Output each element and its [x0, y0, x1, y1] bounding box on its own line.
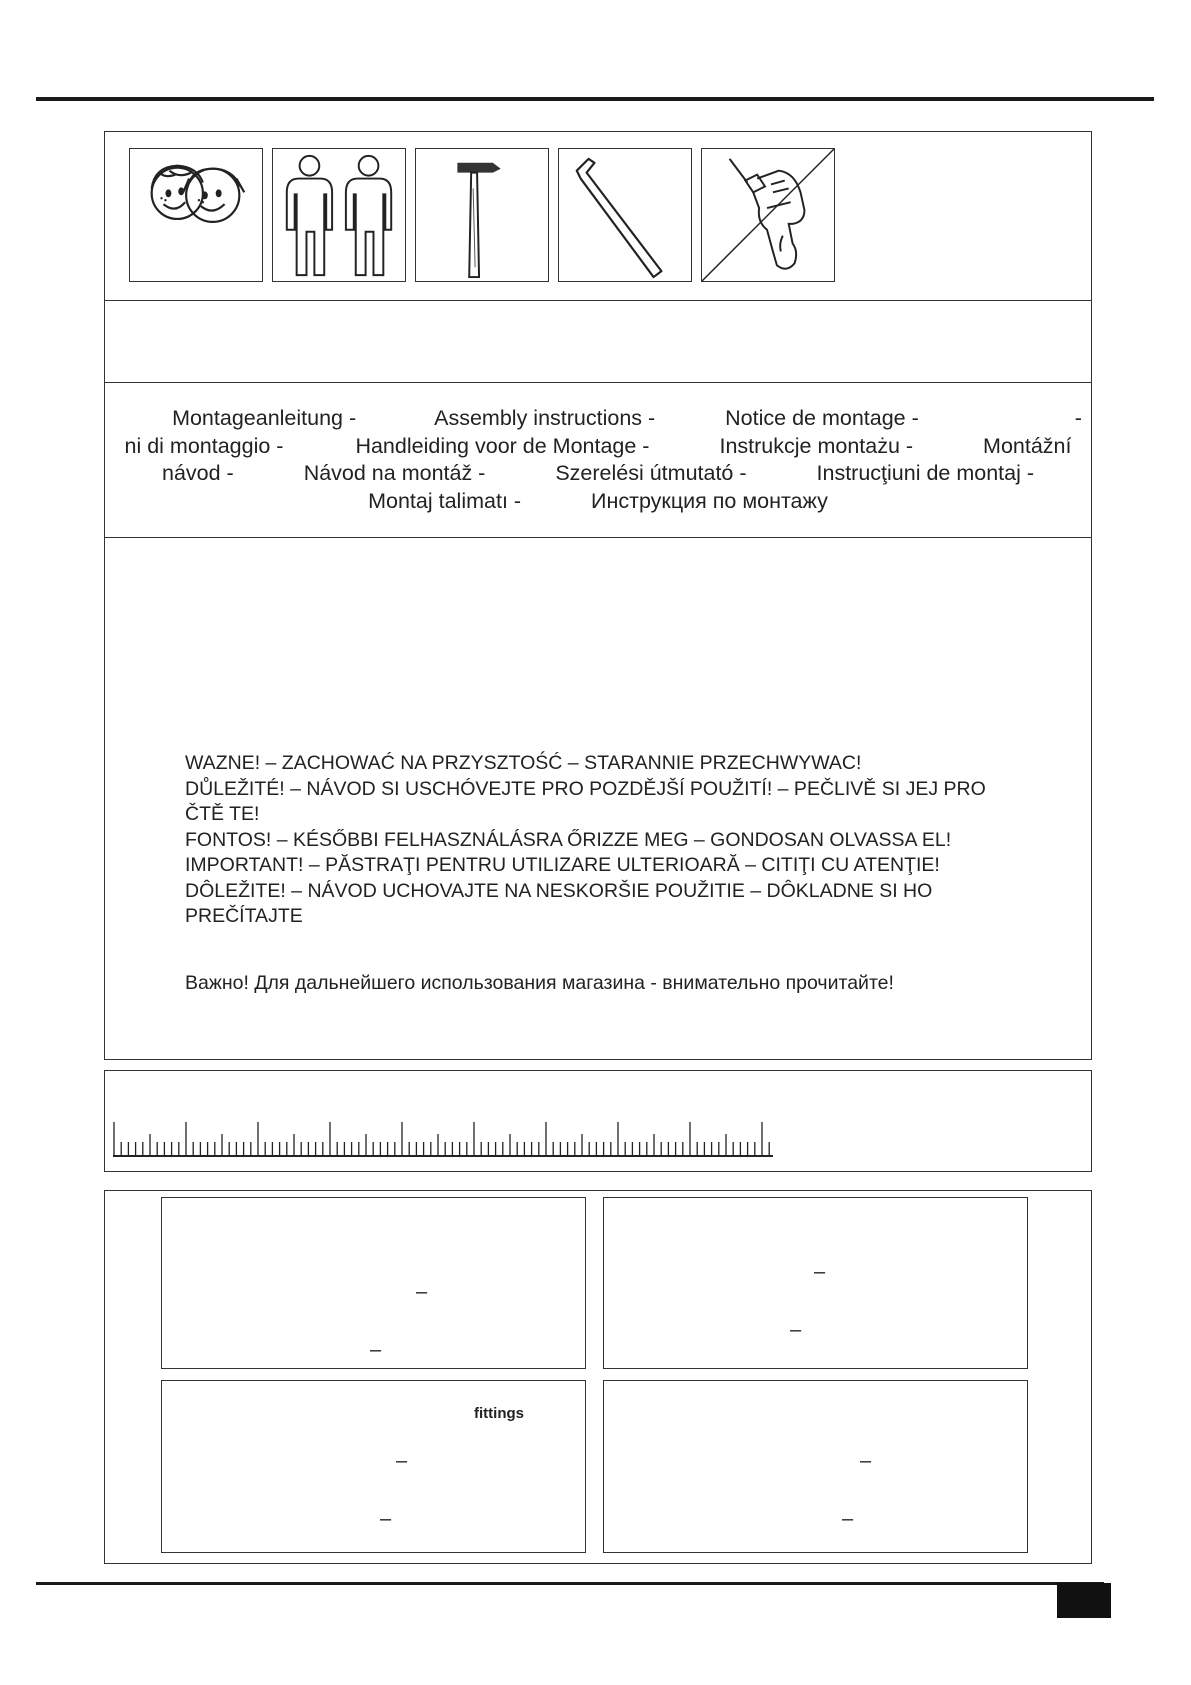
warning-line: DÔLEŽITE! – NÁVOD UCHOVAJTE NA NESKORŠIE POUŽITIE – DÔKLADNE SI HO [185, 879, 933, 902]
two-people-icon [272, 148, 406, 282]
lang-item: Návod na montáž - [303, 461, 486, 485]
dash-mark: – [416, 1281, 428, 1303]
allen-key-icon [558, 148, 692, 282]
lang-item: Notice de montage - [725, 406, 919, 430]
warning-line: DŮLEŽITÉ! – NÁVOD SI USCHÓVEJTE PRO POZDĚJŠÍ POUŽITÍ! – PEČLIVĚ SI JEJ PRO [185, 777, 986, 800]
lang-item: Montageanleitung - [172, 406, 357, 430]
page-number-box [1057, 1583, 1111, 1618]
icons-panel [104, 131, 1092, 301]
dash-mark: – [396, 1450, 408, 1472]
languages-text [113, 405, 1083, 515]
dash-mark: – [860, 1450, 872, 1472]
lang-item: Montaj talimatı - [368, 488, 522, 513]
lang-item: Инструкция по монтажу [591, 488, 828, 513]
lang-item: - [1074, 406, 1082, 430]
dash-mark: – [842, 1508, 854, 1530]
warning-line: ČTĚ TE! [185, 803, 260, 825]
warning-russian: Важно! Для дальнейшего использования магазина - внимательно прочитайте! [185, 972, 894, 994]
lang-item: Assembly instructions - [434, 406, 656, 430]
warnings-panel [104, 537, 1092, 1060]
quadrant-bottom-right [603, 1380, 1028, 1553]
dash-mark: – [790, 1319, 802, 1341]
fittings-label: fittings [474, 1405, 524, 1422]
warning-line: PREČÍTAJTE [185, 905, 303, 927]
quadrant-top-left [161, 1197, 586, 1369]
children-faces-icon [129, 148, 263, 282]
lang-item: návod - [161, 461, 234, 485]
no-drill-icon [701, 148, 835, 282]
lang-item: Montážní [983, 433, 1072, 458]
warning-lines [185, 751, 1065, 930]
ruler-panel [104, 1070, 1092, 1172]
lang-item: Handleiding voor de Montage - [355, 433, 650, 458]
dash-mark: – [814, 1261, 826, 1283]
dash-mark: – [370, 1339, 382, 1361]
footer-rule [36, 1582, 1104, 1585]
warning-line: IMPORTANT! – PĂSTRAŢI PENTRU UTILIZARE ULTERIOARĂ – CITIŢI CU ATENŢIE! [185, 854, 940, 876]
languages-panel [104, 382, 1092, 538]
lang-item: Instrucţiuni de montaj - [816, 461, 1035, 485]
lang-item: ni di montaggio - [124, 433, 284, 458]
quadrant-bottom-left [161, 1380, 586, 1553]
quadrant-top-right [603, 1197, 1028, 1369]
hammer-icon [415, 148, 549, 282]
blank-panel [104, 300, 1092, 383]
lang-item: Szerelési útmutató - [555, 461, 747, 485]
warning-line: WAZNE! – ZACHOWAĆ NA PRZYSZTOŚĆ – STARANNIE PRZECHWYWAC! [185, 752, 862, 774]
ruler-graphic [113, 1121, 773, 1159]
dash-mark: – [380, 1508, 392, 1530]
lang-item: Instrukcje montażu - [719, 433, 914, 458]
warning-line: FONTOS! – KÉSŐBBI FELHASZNÁLÁSRA ŐRIZZE MEG – GONDOSAN OLVASSA EL! [185, 828, 952, 851]
quadrants-panel [104, 1190, 1092, 1564]
header-rule [36, 97, 1154, 101]
